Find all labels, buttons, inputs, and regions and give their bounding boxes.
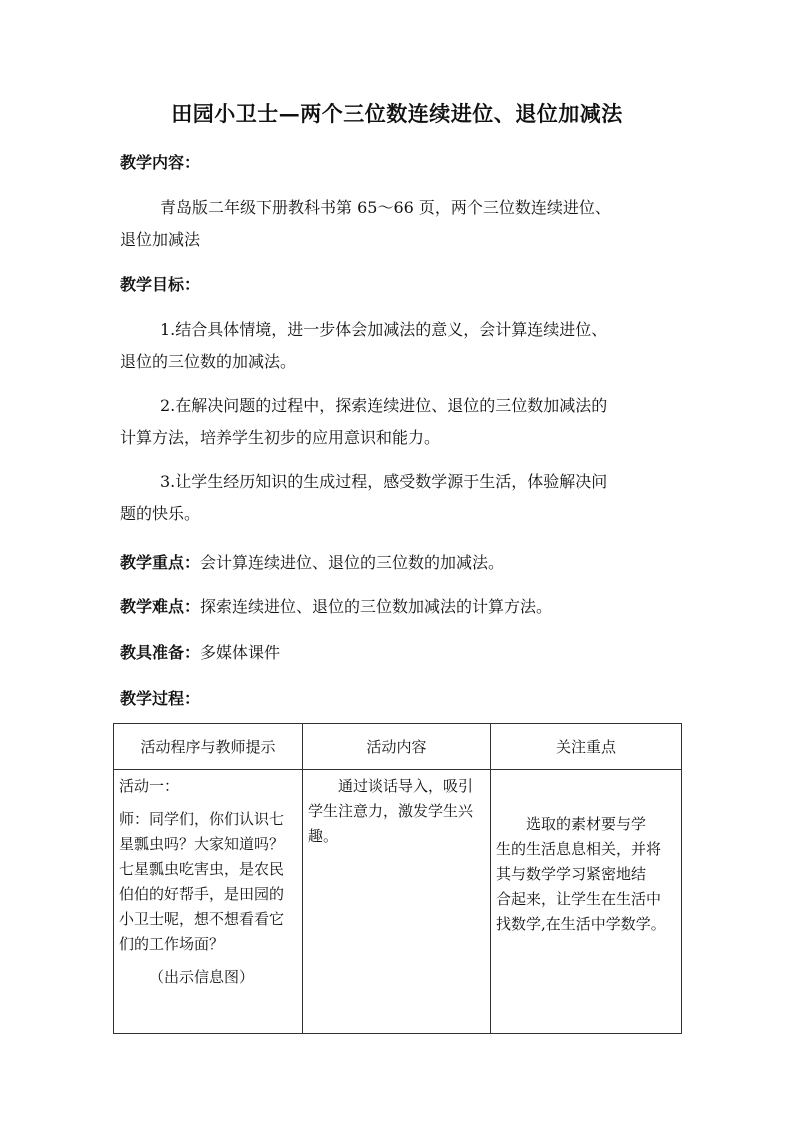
process-table: [113, 723, 682, 1034]
tools-text: 多媒体课件: [200, 643, 281, 662]
table-header-cell: 关注重点: [491, 724, 682, 770]
content-line: 通过谈话导入，吸引: [338, 777, 474, 795]
teacher-line: 师：同学们，你们认识七: [119, 810, 285, 828]
content-line-1: 青岛版二年级下册教科书第 65～66 页，两个三位数连续进位、: [160, 198, 611, 217]
table-cell-focus: [491, 770, 682, 1034]
section-heading-process: 教学过程：: [120, 689, 201, 708]
section-heading-content: 教学内容：: [120, 153, 201, 172]
teacher-note: （出示信息图）: [149, 968, 255, 986]
goal-2-line-1: 2.在解决问题的过程中，探索连续进位、退位的三位数加减法的: [160, 396, 608, 415]
key-point-label: 教学重点：: [120, 553, 201, 572]
table-header-cell: 活动内容: [303, 724, 491, 770]
focus-line: 生的生活息息相关，并将: [496, 840, 662, 858]
table-header-row: [114, 724, 682, 770]
difficulty: [120, 594, 552, 617]
content-line: 趣。: [308, 827, 339, 845]
content-paragraph: [120, 192, 680, 256]
table-cell-teacher: [114, 770, 303, 1034]
document-title: 田园小卫士—两个三位数连续进位、退位加减法: [171, 101, 623, 126]
focus-line: 合起来，让学生在生活中: [496, 890, 662, 908]
activity-label: 活动一：: [119, 777, 180, 795]
table-header-cell: 活动程序与教师提示: [114, 724, 303, 770]
focus-line: 其与数学学习紧密地结: [496, 865, 647, 883]
difficulty-label: 教学难点：: [120, 597, 201, 616]
goal-2-line-2: 计算方法，培养学生初步的应用意识和能力。: [120, 428, 441, 447]
teacher-line: 伯伯的好帮手，是田园的: [119, 885, 285, 903]
goal-3-line-1: 3.让学生经历知识的生成过程，感受数学源于生活，体验解决问: [160, 472, 608, 491]
teacher-line: 小卫士呢，想不想看看它: [119, 910, 285, 928]
teacher-line: 星瓢虫吗？大家知道吗？: [119, 835, 285, 853]
teacher-line: 们的工作场面？: [119, 935, 225, 953]
section-heading-goals: 教学目标：: [120, 275, 201, 294]
difficulty-text: 探索连续进位、退位的三位数加减法的计算方法。: [200, 597, 553, 616]
table-row: [114, 770, 682, 1034]
key-point-text: 会计算连续进位、退位的三位数的加减法。: [200, 553, 505, 572]
goal-3-line-2: 题的快乐。: [120, 504, 201, 523]
table-cell-content: [303, 770, 491, 1034]
content-line-2: 退位加减法: [120, 230, 201, 249]
content-line: 学生注意力，激发学生兴: [308, 802, 474, 820]
goal-item-3: [120, 466, 680, 530]
goal-item-1: [120, 314, 680, 378]
focus-line: 选取的素材要与学: [526, 815, 647, 833]
tools: [120, 640, 280, 663]
teacher-line: 七星瓢虫吃害虫，是农民: [119, 860, 285, 878]
goal-item-2: [120, 390, 680, 454]
focus-line: 找数学,在生活中学数学。: [496, 915, 666, 933]
tools-label: 教具准备：: [120, 643, 201, 662]
goal-1-line-1: 1.结合具体情境，进一步体会加减法的意义，会计算连续进位、: [160, 320, 608, 339]
goal-1-line-2: 退位的三位数的加减法。: [120, 352, 297, 371]
key-point: [120, 550, 504, 573]
